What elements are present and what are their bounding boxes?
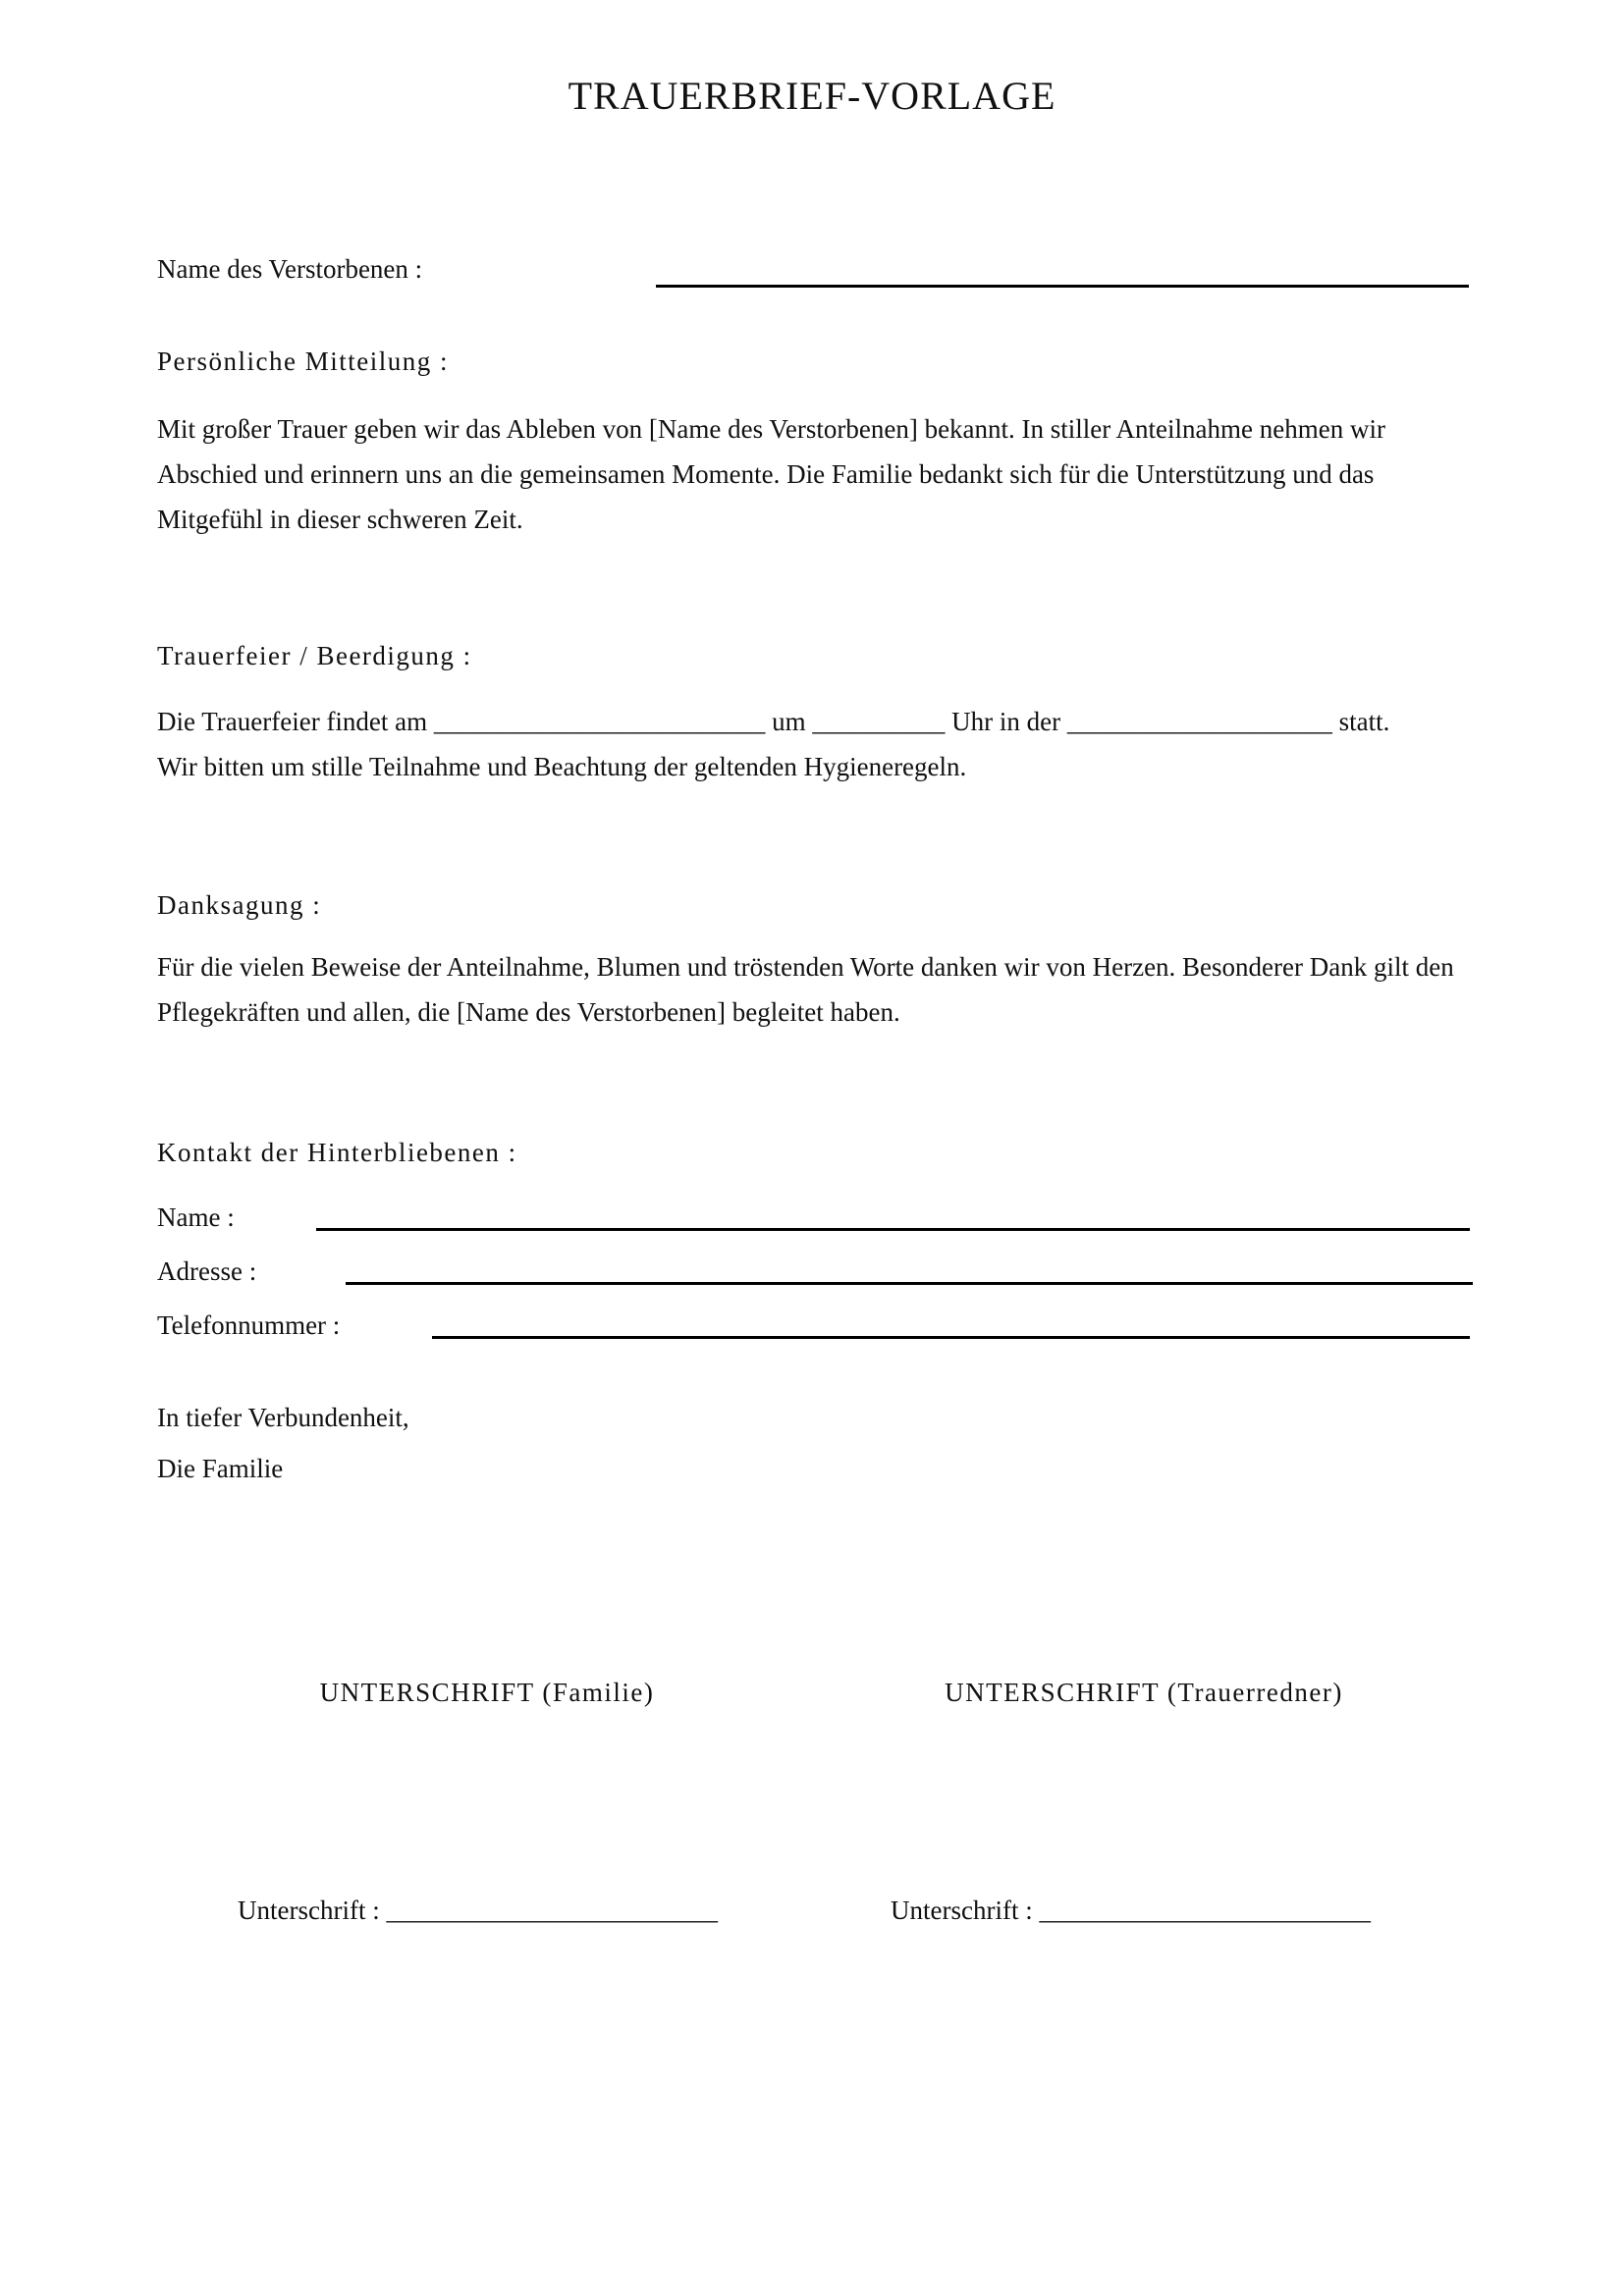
contact-name-label: Name : bbox=[157, 1202, 235, 1232]
signature-heading-speaker: UNTERSCHRIFT (Trauerredner) bbox=[945, 1678, 1343, 1707]
deceased-name-label: Name des Verstorbenen : bbox=[157, 254, 423, 284]
signature-heading-family: UNTERSCHRIFT (Familie) bbox=[319, 1678, 655, 1707]
thanks-body: Für die vielen Beweise der Anteilnahme, Blumen und tröstenden Worte danken wir von Herzen. Besonderer Dank gilt den Pflegekräften und allen, die [Name des Verstorbenen] begleitet haben. bbox=[157, 952, 1454, 1027]
thanks-heading: Danksagung : bbox=[157, 890, 322, 920]
signature-family-row bbox=[238, 1895, 718, 1927]
contact-heading: Kontakt der Hinterbliebenen : bbox=[157, 1138, 517, 1167]
ceremony-fill-line: Die Trauerfeier findet am _________________________ um __________ Uhr in der ____________________ statt. bbox=[157, 707, 1390, 736]
personal-message-body: Mit großer Trauer geben wir das Ableben von [Name des Verstorbenen] bekannt. In stiller Anteilnahme nehmen wir Abschied und erinnern uns an die gemeinsamen Momente. Die Familie bedankt sich für die Unterstützung und das Mitgefühl in dieser schweren Zeit. bbox=[157, 414, 1385, 534]
closing-line-2: Die Familie bbox=[157, 1454, 284, 1483]
signature-speaker-label: Unterschrift : bbox=[891, 1896, 1033, 1925]
signature-speaker-row bbox=[891, 1895, 1371, 1927]
signature-family-label: Unterschrift : bbox=[238, 1896, 380, 1925]
ceremony-heading: Trauerfeier / Beerdigung : bbox=[157, 641, 472, 670]
contact-phone-label: Telefonnummer : bbox=[157, 1310, 341, 1340]
contact-phone-fill-line bbox=[432, 1336, 1470, 1339]
ceremony-body bbox=[157, 699, 1478, 789]
page-title: TRAUERBRIEF-VORLAGE bbox=[568, 74, 1056, 118]
signature-family-blank: _________________________ bbox=[386, 1896, 718, 1925]
contact-name-fill-line bbox=[316, 1228, 1470, 1231]
signature-speaker-blank: _________________________ bbox=[1039, 1896, 1371, 1925]
contact-address-label: Adresse : bbox=[157, 1256, 257, 1286]
contact-address-fill-line bbox=[346, 1282, 1473, 1285]
ceremony-note-line: Wir bitten um stille Teilnahme und Beachtung der geltenden Hygieneregeln. bbox=[157, 752, 967, 781]
closing-line-1: In tiefer Verbundenheit, bbox=[157, 1403, 409, 1432]
deceased-name-fill-line bbox=[656, 285, 1469, 288]
personal-message-heading: Persönliche Mitteilung : bbox=[157, 347, 449, 376]
